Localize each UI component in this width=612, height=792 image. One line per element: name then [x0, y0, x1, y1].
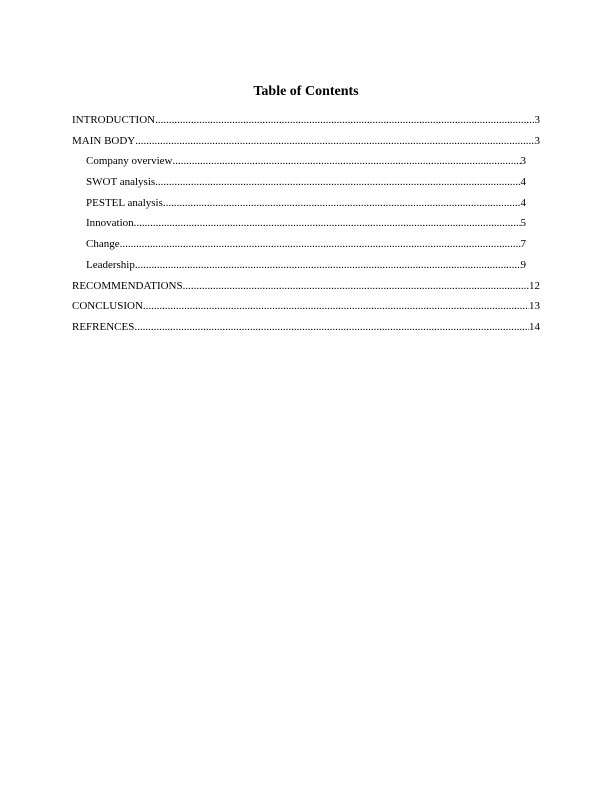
toc-entry-recommendations[interactable] — [72, 278, 540, 299]
toc-entry-label: PESTEL analysis — [86, 196, 163, 209]
toc-entry-conclusion[interactable] — [72, 298, 540, 319]
toc-entry-label: Change — [86, 238, 120, 251]
toc-entry-label: Company overview — [86, 155, 173, 168]
toc-entry-swot-analysis[interactable] — [72, 174, 526, 195]
toc-page-number: 7 — [520, 238, 526, 251]
toc-entry-label: REFRENCES — [72, 320, 135, 333]
toc-entry-label: RECOMMENDATIONS — [72, 279, 183, 292]
toc-entry-introduction[interactable] — [72, 112, 540, 133]
dot-leader — [134, 215, 521, 231]
dot-leader — [183, 278, 529, 294]
toc-entry-label: Innovation — [86, 217, 134, 230]
toc-entry-change[interactable] — [72, 236, 526, 257]
toc-entry-main-body[interactable] — [72, 133, 540, 154]
toc-page-number: 4 — [520, 176, 526, 189]
toc-entry-label: CONCLUSION — [72, 300, 143, 313]
toc-entry-label: Leadership — [86, 258, 135, 271]
toc-page-number: 12 — [529, 279, 540, 292]
toc-entry-label: MAIN BODY — [72, 134, 136, 147]
dot-leader — [120, 236, 521, 252]
toc-page-number: 3 — [520, 155, 526, 168]
toc-page-number: 3 — [534, 114, 540, 126]
toc-page-number: 4 — [520, 196, 526, 209]
dot-leader — [163, 195, 521, 211]
dot-leader — [172, 153, 520, 169]
dot-leader — [155, 174, 520, 190]
toc-page-number: 13 — [529, 300, 540, 313]
dot-leader — [134, 319, 529, 335]
toc-page-number: 5 — [520, 217, 526, 230]
toc-entry-label: SWOT analysis — [86, 176, 156, 189]
toc-page-number: 3 — [534, 134, 540, 147]
toc-list — [72, 112, 542, 340]
dot-leader — [143, 298, 529, 314]
toc-title: Table of Contents — [253, 84, 359, 99]
toc-page-number: 9 — [520, 258, 526, 271]
toc-page-number: 14 — [529, 320, 540, 333]
dot-leader — [135, 257, 521, 273]
dot-leader — [135, 133, 534, 149]
toc-entry-pestel-analysis[interactable] — [72, 195, 526, 216]
toc-entry-references[interactable] — [72, 319, 540, 340]
toc-entry-label: INTRODUCTION — [72, 114, 156, 126]
toc-entry-leadership[interactable] — [72, 257, 526, 278]
toc-entry-innovation[interactable] — [72, 215, 526, 236]
toc-entry-company-overview[interactable] — [72, 153, 526, 174]
dot-leader — [155, 112, 534, 128]
